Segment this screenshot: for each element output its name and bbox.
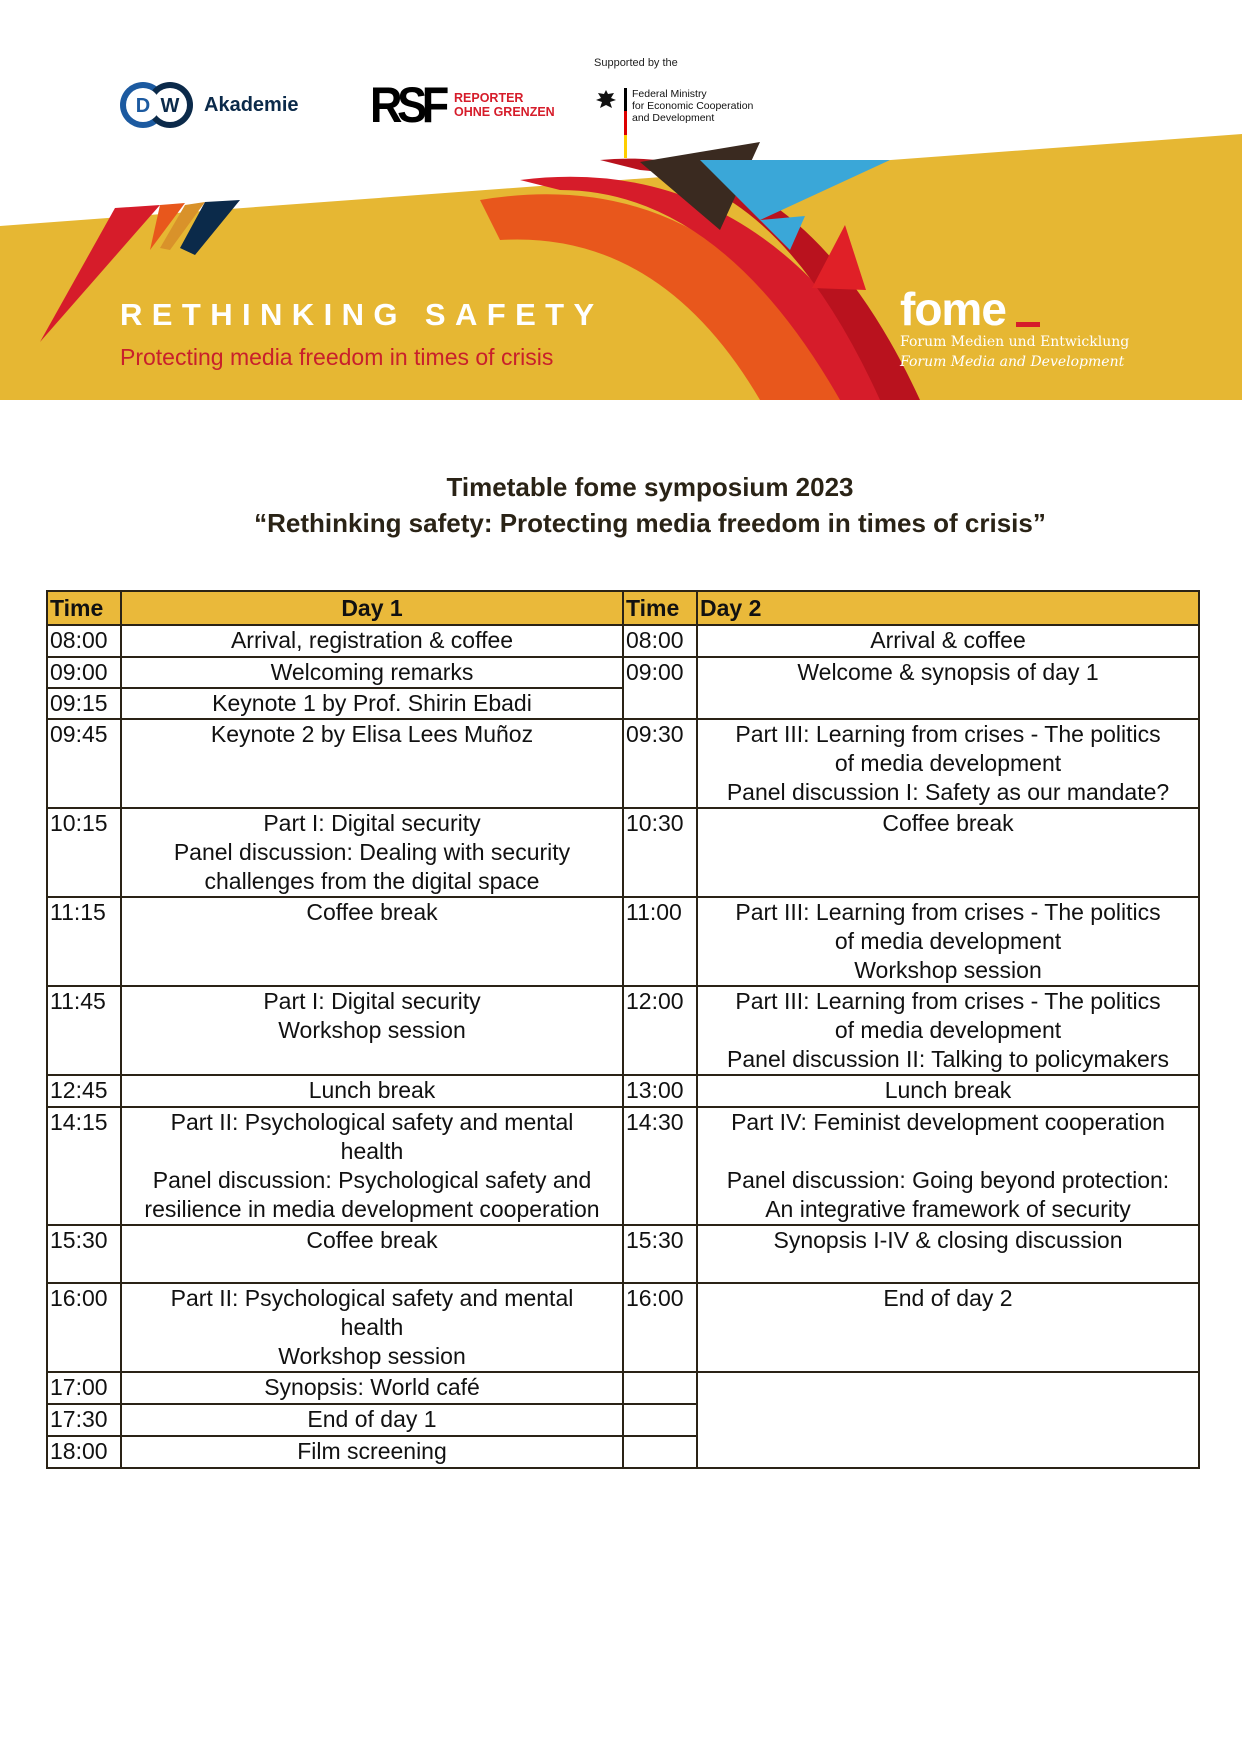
day2-time: 11:00	[623, 897, 697, 986]
session-line: Coffee break	[306, 1227, 438, 1253]
session-line: End of day 1	[307, 1406, 437, 1432]
session-line: Part II: Psychological safety and mental	[170, 1109, 574, 1135]
day1-session	[121, 1283, 623, 1372]
day2-time: 09:00	[623, 657, 697, 719]
empty-cell	[697, 1372, 1199, 1468]
header-day1: Day 1	[121, 591, 623, 625]
day2-session	[697, 1075, 1199, 1107]
bmz-line3: and Development	[632, 112, 715, 124]
svg-text:D: D	[135, 95, 151, 117]
session-line: Lunch break	[884, 1077, 1012, 1103]
session-line: Welcome & synopsis of day 1	[797, 659, 1099, 685]
table-row	[47, 808, 1199, 897]
day1-time: 18:00	[47, 1436, 121, 1468]
day2-time: 14:30	[623, 1107, 697, 1225]
session-line: End of day 2	[883, 1285, 1013, 1311]
day1-time: 09:00	[47, 657, 121, 688]
session-line: Part IV: Feminist development cooperation	[731, 1109, 1165, 1135]
day1-session	[121, 897, 623, 986]
table-row	[47, 1372, 1199, 1404]
table-row	[47, 1107, 1199, 1225]
session-line: of media development	[834, 928, 1062, 954]
day1-time: 08:00	[47, 625, 121, 657]
session-line: Coffee break	[882, 810, 1014, 836]
day1-session	[121, 1225, 623, 1283]
day2-time: 16:00	[623, 1283, 697, 1372]
fome-underscore	[1016, 322, 1040, 327]
session-line: Part III: Learning from crises - The politics	[735, 899, 1161, 925]
day2-session	[697, 1225, 1199, 1283]
day1-session	[121, 719, 623, 808]
day1-time: 12:45	[47, 1075, 121, 1107]
rsf-line2: OHNE GRENZEN	[454, 105, 555, 119]
day1-time: 09:15	[47, 688, 121, 719]
header-day2: Day 2	[697, 591, 1199, 625]
day1-session	[121, 1372, 623, 1404]
session-line: of media development	[834, 750, 1062, 776]
session-line: Workshop session	[278, 1343, 466, 1369]
day1-session	[121, 986, 623, 1075]
day2-session	[697, 657, 1199, 719]
day1-time: 11:45	[47, 986, 121, 1075]
day2-session	[697, 808, 1199, 897]
rsf-line1: REPORTER	[454, 91, 524, 105]
day1-session	[121, 1075, 623, 1107]
session-line: resilience in media development cooperation	[144, 1196, 600, 1222]
rsf-mark: RSF	[370, 77, 444, 133]
empty-cell	[623, 1372, 697, 1404]
day1-session	[121, 688, 623, 719]
session-line: Workshop session	[278, 1017, 466, 1043]
session-line: Panel discussion: Psychological safety and	[152, 1167, 592, 1193]
day2-time: 08:00	[623, 625, 697, 657]
header-time-day2: Time	[623, 591, 697, 625]
federal-eagle-icon	[594, 88, 618, 112]
day2-time: 09:30	[623, 719, 697, 808]
session-line: Synopsis: World café	[264, 1374, 480, 1400]
heading-line1: Timetable fome symposium 2023	[446, 472, 854, 502]
day2-session	[697, 719, 1199, 808]
day1-session	[121, 657, 623, 688]
bmz-line1: Federal Ministry	[632, 88, 707, 100]
banner-subtitle: Protecting media freedom in times of crisis	[120, 344, 554, 370]
table-row	[47, 1225, 1199, 1283]
day1-session	[121, 1107, 623, 1225]
day1-session	[121, 808, 623, 897]
day2-time: 13:00	[623, 1075, 697, 1107]
fome-english-name: Forum Media and Development	[900, 354, 1125, 370]
session-line: Arrival, registration & coffee	[230, 627, 514, 653]
session-line: Panel discussion: Dealing with security	[173, 839, 571, 865]
session-line: of media development	[834, 1017, 1062, 1043]
timetable	[46, 590, 1200, 1469]
table-row	[47, 625, 1199, 657]
session-line: Synopsis I-IV & closing discussion	[773, 1227, 1123, 1253]
session-line: Part I: Digital security	[263, 988, 481, 1014]
session-line: Lunch break	[308, 1077, 436, 1103]
session-line: health	[340, 1314, 404, 1340]
timetable-header-row	[47, 591, 1199, 625]
table-row	[47, 1075, 1199, 1107]
bmz-line2: for Economic Cooperation	[632, 100, 754, 112]
table-row	[47, 719, 1199, 808]
timetable-heading	[0, 470, 1242, 542]
day2-session	[697, 986, 1199, 1075]
day1-time: 17:00	[47, 1372, 121, 1404]
day1-session	[121, 625, 623, 657]
session-line: challenges from the digital space	[204, 868, 540, 894]
day1-time: 17:30	[47, 1404, 121, 1436]
header-time-day1: Time	[47, 591, 121, 625]
rsf-name	[454, 91, 555, 119]
day2-time: 12:00	[623, 986, 697, 1075]
session-line: Welcoming remarks	[270, 659, 474, 685]
empty-cell	[623, 1436, 697, 1468]
session-line: Coffee break	[306, 899, 438, 925]
day2-session	[697, 897, 1199, 986]
day2-session	[697, 1283, 1199, 1372]
day1-time: 11:15	[47, 897, 121, 986]
day1-time: 09:45	[47, 719, 121, 808]
heading-line2: “Rethinking safety: Protecting media freedom in times of crisis”	[254, 508, 1046, 538]
day2-time: 10:30	[623, 808, 697, 897]
table-row	[47, 1283, 1199, 1372]
bmz-supported-label: Supported by the	[594, 57, 678, 69]
session-line: health	[340, 1138, 404, 1164]
session-line: Panel discussion I: Safety as our mandate?	[726, 779, 1170, 805]
session-line: Part III: Learning from crises - The politics	[735, 721, 1161, 747]
table-row	[47, 657, 1199, 688]
svg-text:W: W	[160, 95, 180, 117]
session-line: Workshop session	[854, 957, 1042, 983]
session-line: Film screening	[297, 1438, 447, 1464]
session-line: Keynote 2 by Elisa Lees Muñoz	[210, 721, 534, 747]
day2-session	[697, 1107, 1199, 1225]
bmz-name	[632, 88, 753, 124]
fome-logo-word: fome	[900, 283, 1006, 335]
day2-session	[697, 625, 1199, 657]
session-line: Panel discussion: Going beyond protection:	[726, 1167, 1170, 1193]
banner-title: RETHINKING SAFETY	[120, 297, 604, 332]
day1-session	[121, 1404, 623, 1436]
session-line: Part I: Digital security	[263, 810, 481, 836]
empty-cell	[623, 1404, 697, 1436]
day1-time: 10:15	[47, 808, 121, 897]
day1-time: 14:15	[47, 1107, 121, 1225]
fome-german-name: Forum Medien und Entwicklung	[900, 334, 1130, 350]
day2-time: 15:30	[623, 1225, 697, 1283]
session-line: Part III: Learning from crises - The politics	[735, 988, 1161, 1014]
session-line: Arrival & coffee	[870, 627, 1026, 653]
session-line: An integrative framework of security	[765, 1196, 1131, 1222]
day1-time: 16:00	[47, 1283, 121, 1372]
dw-akademie-label: Akademie	[204, 93, 299, 116]
day1-time: 15:30	[47, 1225, 121, 1283]
table-row	[47, 986, 1199, 1075]
session-line: Part II: Psychological safety and mental	[170, 1285, 574, 1311]
table-row	[47, 897, 1199, 986]
session-line: Panel discussion II: Talking to policymakers	[727, 1046, 1169, 1072]
session-line: Keynote 1 by Prof. Shirin Ebadi	[212, 690, 532, 716]
day1-session	[121, 1436, 623, 1468]
line-gap	[700, 1137, 1196, 1166]
